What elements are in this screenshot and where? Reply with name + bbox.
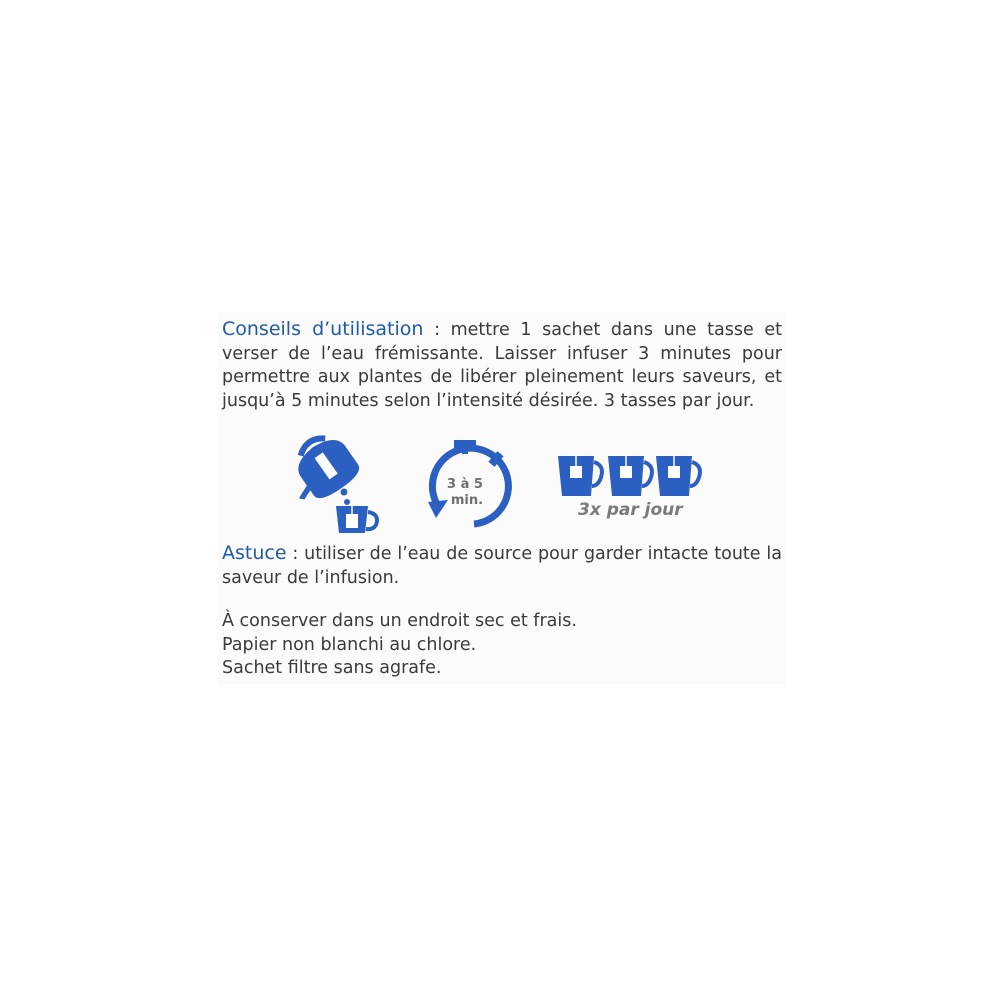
cup-icon	[608, 456, 652, 496]
cup-icon	[558, 456, 602, 496]
cup-icon	[656, 456, 700, 496]
stopwatch-icon	[418, 436, 518, 536]
storage-line-2: Papier non blanchi au chlore.	[222, 634, 477, 655]
storage-line-1: À conserver dans un endroit sec et frais.	[222, 611, 577, 631]
timer-label-line1: 3 à 5	[447, 477, 483, 492]
storage-line-3: Sachet filtre sans agrafe.	[222, 658, 442, 678]
tip-text: : utiliser de l’eau de source pour garder intacte toute la saveur de l’infusion.	[222, 544, 782, 588]
timer-label-line2: min.	[450, 493, 484, 508]
storage-paragraph	[222, 610, 782, 681]
usage-heading: Conseils d’utilisation	[222, 318, 424, 340]
kettle-pour-into-cup-icon	[284, 430, 384, 534]
usage-paragraph	[222, 318, 782, 413]
tip-heading: Astuce	[222, 542, 287, 564]
usage-text: : mettre 1 sachet dans une tasse et verser de l’eau frémissante. Laisser infuser 3 minutes pour permettre aux plantes de libérer pleinement leurs saveurs, et jusqu’à 5 minutes selon l’intensité désirée. 3 tasses par jour.	[222, 320, 782, 411]
usage-instructions-card	[218, 312, 786, 684]
cups-caption: 3x par jour	[578, 500, 683, 520]
tip-paragraph	[222, 542, 782, 590]
